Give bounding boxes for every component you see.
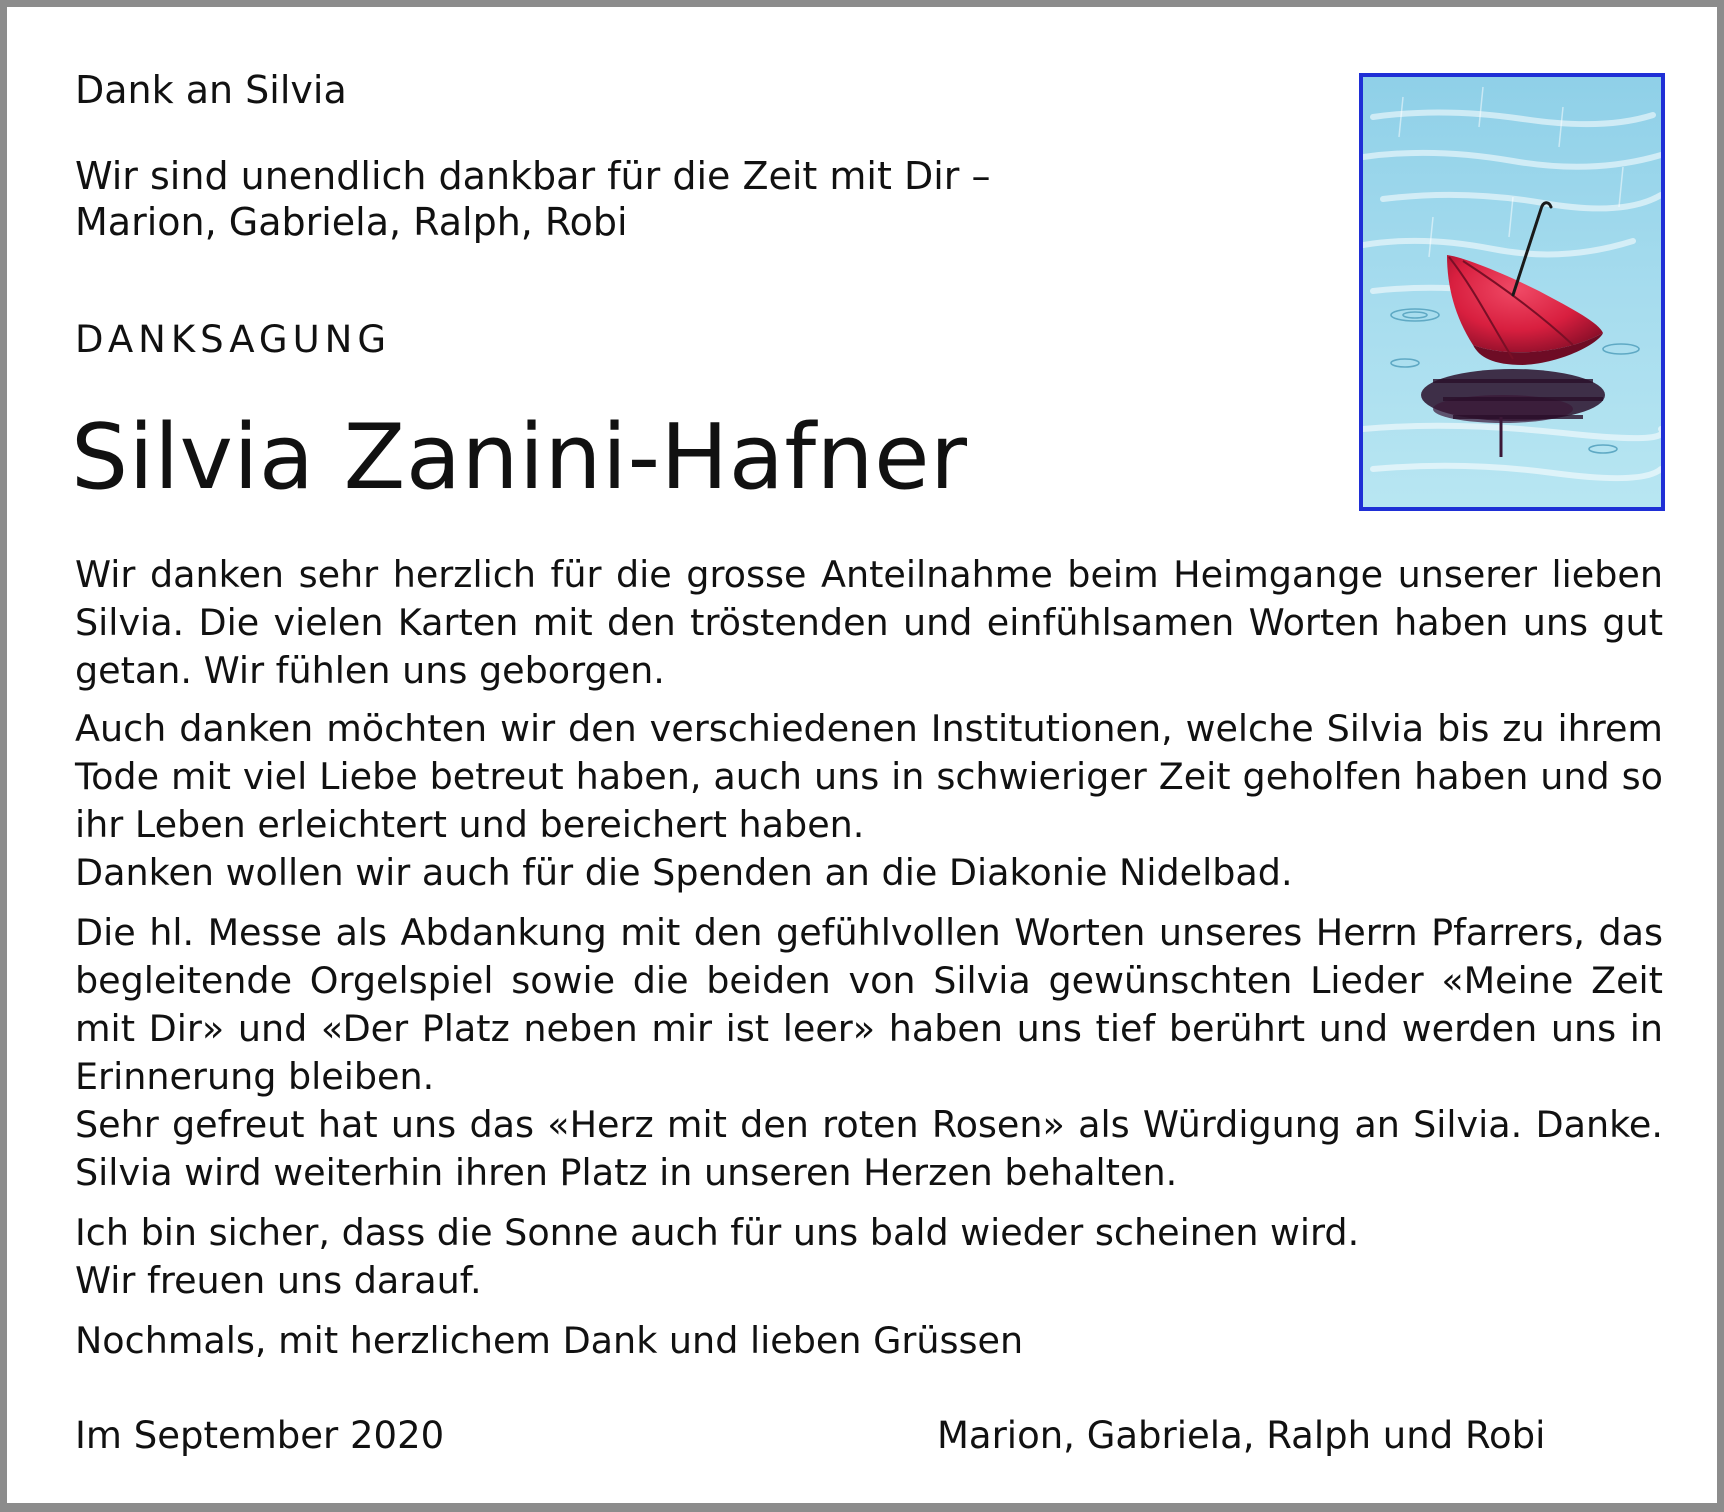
- footer-signers: Marion, Gabriela, Ralph und Robi: [937, 1414, 1546, 1457]
- paragraph-4: Ich bin sicher, dass die Sonne auch für uns bald wieder scheinen wird.: [75, 1211, 1360, 1254]
- body-text: [75, 1209, 1663, 1305]
- paragraph-3-continued: Sehr gefreut hat uns das «Herz mit den roten Rosen» als Würdigung an Silvia. Danke. Silvia wird weiterhin ihren Platz in unseren Herzen behalten.: [75, 1103, 1663, 1194]
- footer-date: Im September 2020: [75, 1414, 445, 1457]
- notice-label: DANKSAGUNG: [75, 318, 392, 361]
- deceased-name: Silvia Zanini-Hafner: [71, 405, 968, 510]
- intro-line: Marion, Gabriela, Ralph, Robi: [75, 200, 628, 244]
- intro-title: Dank an Silvia: [75, 68, 347, 112]
- paragraph-4-continued: Wir freuen uns darauf.: [75, 1259, 482, 1302]
- body-text: [75, 551, 1663, 695]
- umbrella-painting: [1359, 73, 1665, 511]
- paragraph-2-continued: Danken wollen wir auch für die Spenden an die Diakonie Nidelbad.: [75, 851, 1293, 894]
- body-text: [75, 705, 1663, 897]
- body-text: [75, 1317, 1663, 1365]
- body-text: [75, 909, 1663, 1197]
- closing-line: Nochmals, mit herzlichem Dank und lieben Grüssen: [75, 1319, 1024, 1362]
- umbrella-painting-image: [1363, 77, 1661, 507]
- intro-line: Wir sind unendlich dankbar für die Zeit mit Dir –: [75, 154, 991, 198]
- paragraph-1: Wir danken sehr herzlich für die grosse Anteilnahme beim Heimgange unserer lieben Silvia. Die vielen Karten mit den tröstenden und einfühlsamen Worten haben uns gut getan. Wir fühlen uns geborgen.: [75, 553, 1663, 692]
- paragraph-2: Auch danken möchten wir den verschiedenen Institutionen, welche Silvia bis zu ihrem Tode mit viel Liebe betreut haben, auch uns in schwieriger Zeit geholfen haben und so ihr Leben erleichtert und bereichert haben.: [75, 707, 1663, 846]
- paragraph-3: Die hl. Messe als Abdankung mit den gefühlvollen Worten unseres Herrn Pfarrers, das begleitende Orgelspiel sowie die beiden von Silvia gewünschten Lieder «Meine Zeit mit Dir» und «Der Platz neben mir ist leer» haben uns tief berührt und werden uns in Erinnerung bleiben.: [75, 911, 1663, 1098]
